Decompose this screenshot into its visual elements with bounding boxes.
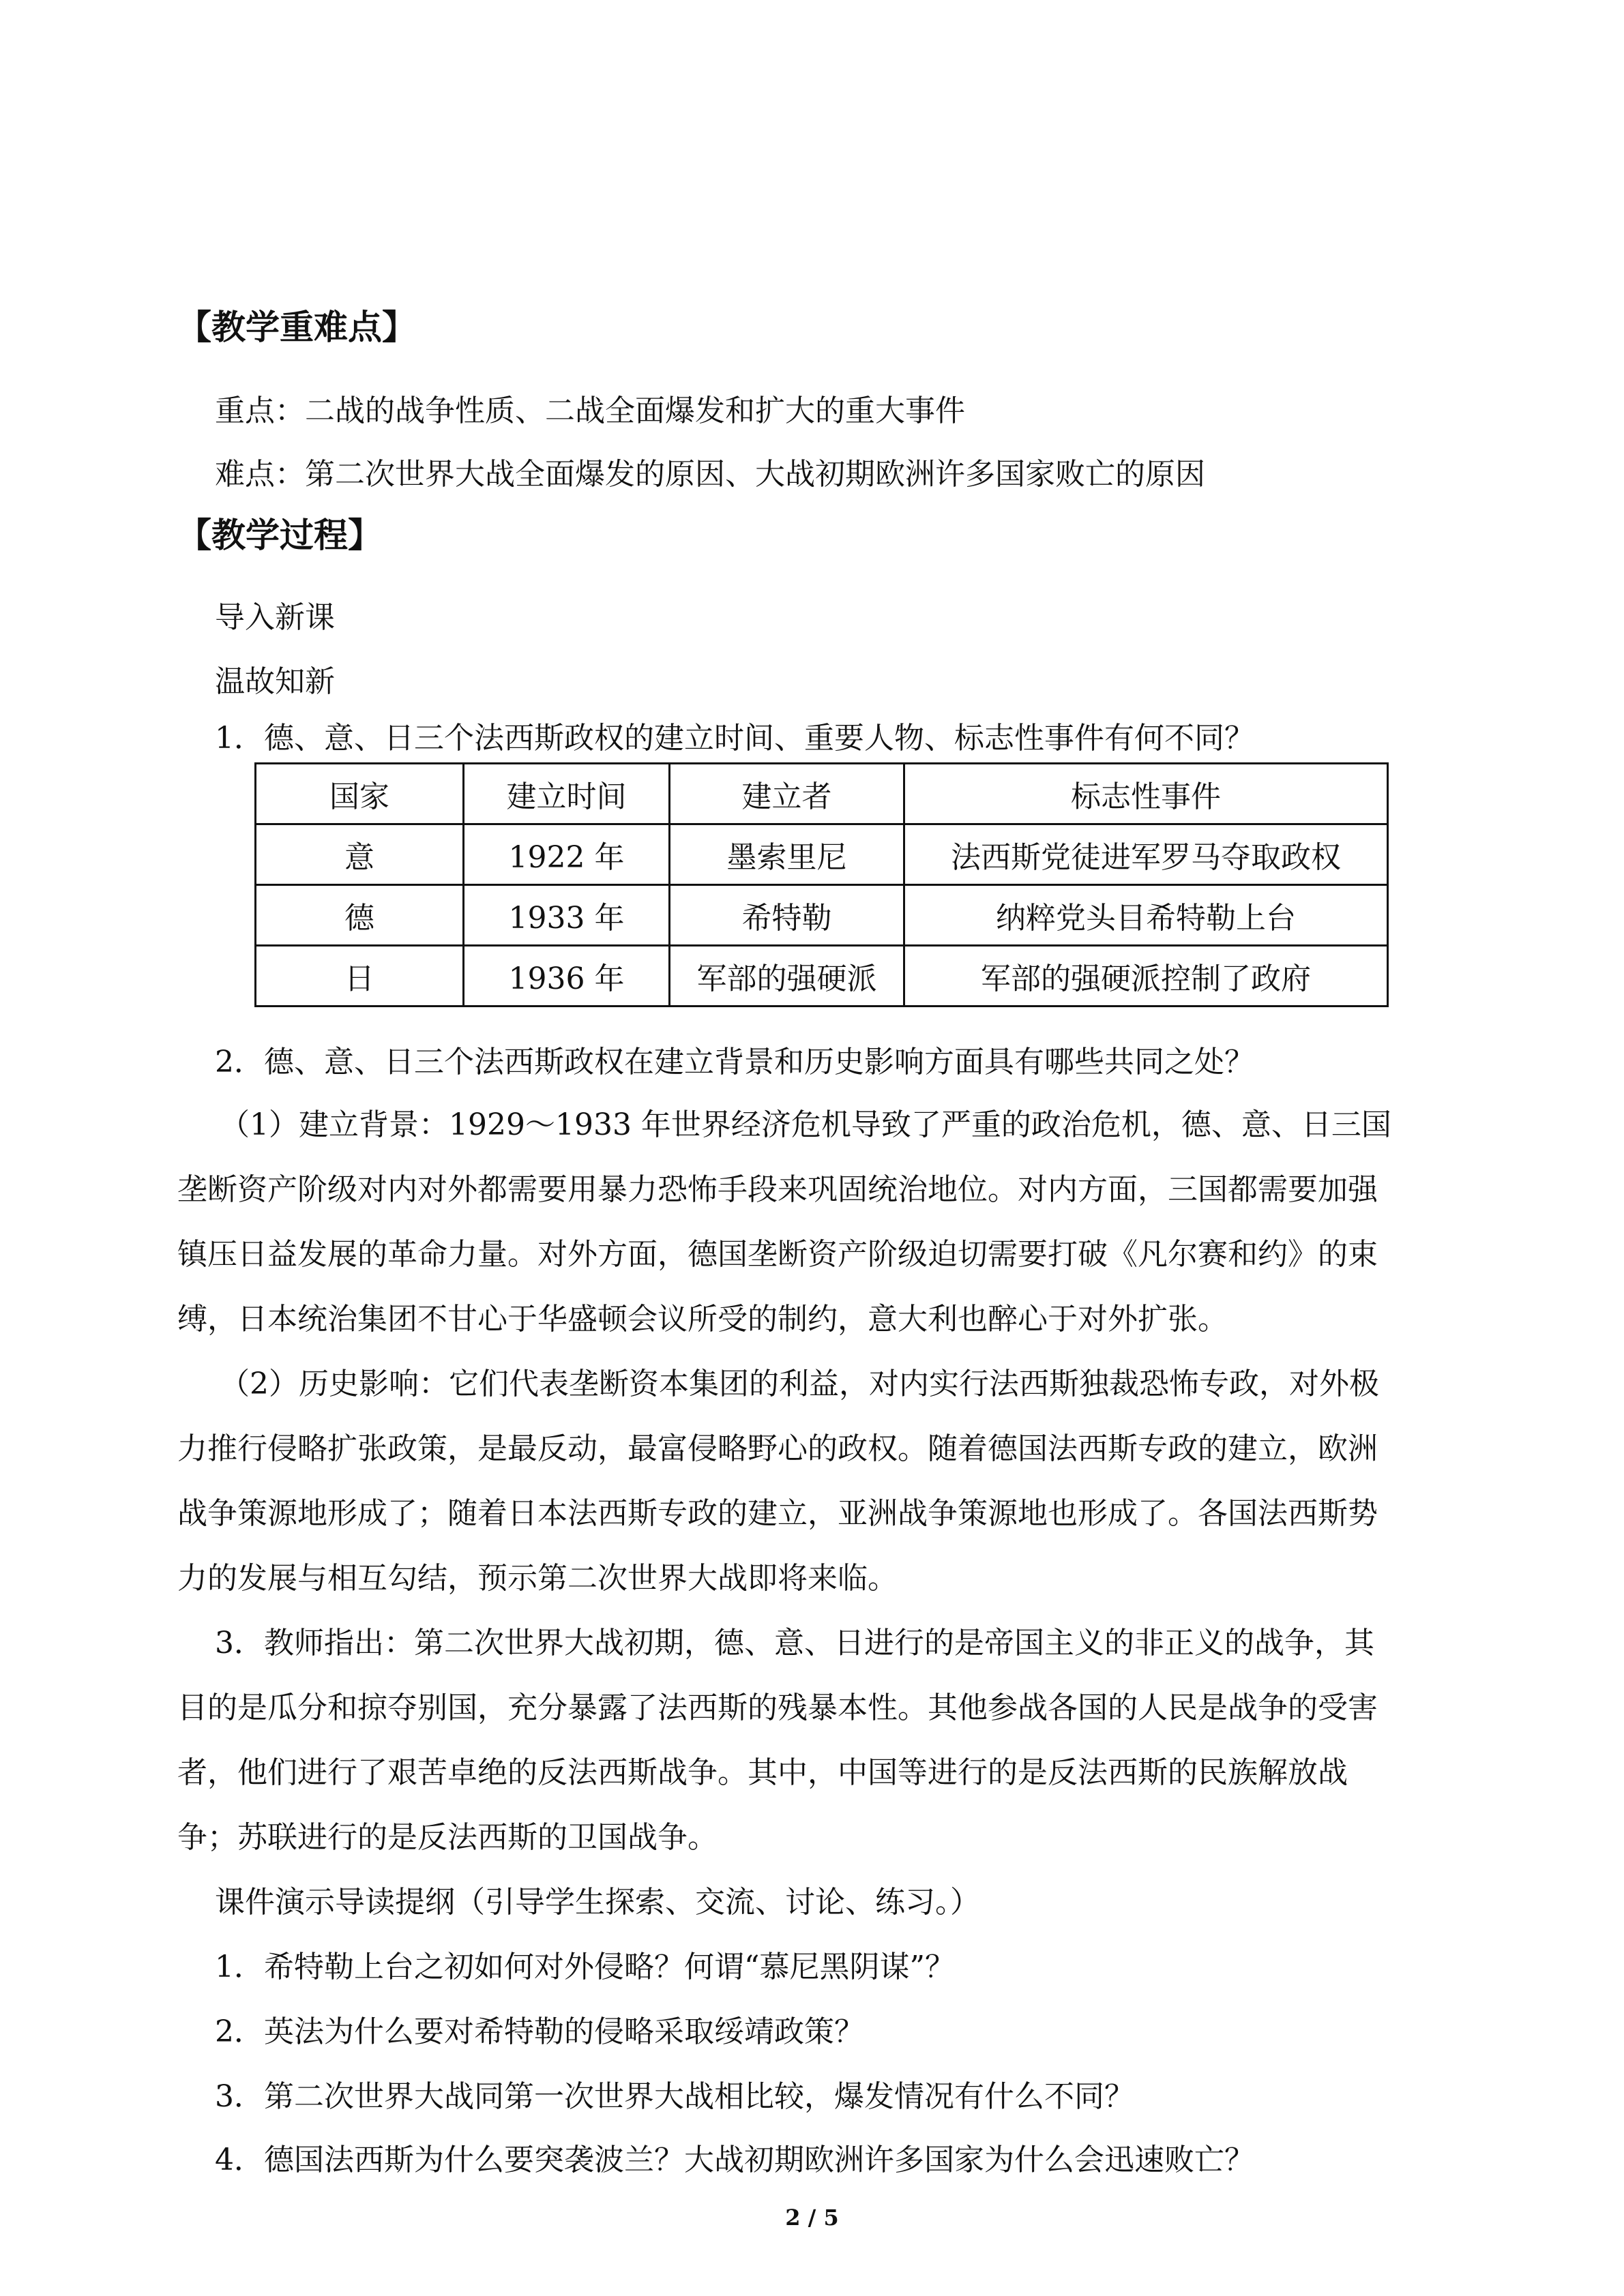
- teacher-line: 目的是瓜分和掠夺别国，充分暴露了法西斯的残暴本性。其他参战各国的人民是战争的受害: [177, 1690, 1378, 1725]
- table-cell: 墨索里尼: [670, 824, 904, 885]
- table-header-row: [256, 764, 1388, 824]
- background-line: 垄断资产阶级对内对外都需要用暴力恐怖手段来巩固统治地位。对内方面，三国都需要加强: [177, 1172, 1378, 1207]
- teacher-line: 者，他们进行了艰苦卓绝的反法西斯战争。其中，中国等进行的是反法西斯的民族解放战: [177, 1755, 1348, 1790]
- fascist-regimes-table: [254, 762, 1389, 1007]
- table-cell: 1936 年: [464, 946, 670, 1007]
- influence-line: 战争策源地形成了；随着日本法西斯专政的建立，亚洲战争策源地也形成了。各国法西斯势: [177, 1496, 1378, 1531]
- teacher-line: 3．教师指出：第二次世界大战初期，德、意、日进行的是帝国主义的非正义的战争，其: [215, 1626, 1374, 1660]
- influence-line: （2）历史影响：它们代表垄断资本集团的利益，对内实行法西斯独裁恐怖专政，对外极: [220, 1367, 1379, 1401]
- difficulty-line: 难点：第二次世界大战全面爆发的原因、大战初期欧洲许多国家败亡的原因: [215, 457, 1205, 492]
- table-header-cell: 建立者: [670, 764, 904, 824]
- table-header-cell: 标志性事件: [904, 764, 1388, 824]
- review-line: 温故知新: [215, 664, 335, 699]
- table-cell: 希特勒: [670, 885, 904, 946]
- outline-item: 3．第二次世界大战同第一次世界大战相比较，爆发情况有什么不同？: [215, 2079, 1134, 2114]
- table-cell: 1922 年: [464, 824, 670, 885]
- outline-item: 4．德国法西斯为什么要突袭波兰？大战初期欧洲许多国家为什么会迅速败亡？: [215, 2143, 1254, 2177]
- table-cell: 意: [256, 824, 464, 885]
- table-cell: 军部的强硬派: [670, 946, 904, 1007]
- table-cell: 军部的强硬派控制了政府: [904, 946, 1388, 1007]
- background-line: （1）建立背景：1929～1933 年世界经济危机导致了严重的政治危机，德、意、日三国: [220, 1107, 1391, 1142]
- table-row: [256, 946, 1388, 1007]
- table-row: [256, 885, 1388, 946]
- teacher-line: 争；苏联进行的是反法西斯的卫国战争。: [177, 1820, 718, 1855]
- heading-key-points: 【教学重难点】: [177, 308, 416, 347]
- table-cell: 1933 年: [464, 885, 670, 946]
- influence-line: 力的发展与相互勾结，预示第二次世界大战即将来临。: [177, 1561, 898, 1596]
- outline-item: 2．英法为什么要对希特勒的侵略采取绥靖政策？: [215, 2014, 864, 2049]
- table-header-cell: 建立时间: [464, 764, 670, 824]
- outline-title: 课件演示导读提纲（引导学生探索、交流、讨论、练习。）: [215, 1885, 980, 1920]
- table-row: [256, 824, 1388, 885]
- focus-line: 重点：二战的战争性质、二战全面爆发和扩大的重大事件: [215, 393, 965, 428]
- heading-process: 【教学过程】: [177, 516, 382, 555]
- background-line: 缚，日本统治集团不甘心于华盛顿会议所受的制约，意大利也醉心于对外扩张。: [177, 1302, 1228, 1337]
- table-cell: 日: [256, 946, 464, 1007]
- new-lesson-line: 导入新课: [215, 600, 335, 635]
- table-cell: 纳粹党头目希特勒上台: [904, 885, 1388, 946]
- page-number: 2 / 5: [785, 2205, 839, 2231]
- table-cell: 法西斯党徒进军罗马夺取政权: [904, 824, 1388, 885]
- outline-item: 1．希特勒上台之初如何对外侵略？何谓“慕尼黑阴谋”？: [215, 1950, 955, 1984]
- background-line: 镇压日益发展的革命力量。对外方面，德国垄断资产阶级迫切需要打破《凡尔赛和约》的束: [177, 1237, 1378, 1272]
- question-2: 2．德、意、日三个法西斯政权在建立背景和历史影响方面具有哪些共同之处？: [215, 1045, 1254, 1079]
- influence-line: 力推行侵略扩张政策，是最反动，最富侵略野心的政权。随着德国法西斯专政的建立，欧洲: [177, 1431, 1378, 1466]
- question-1: 1．德、意、日三个法西斯政权的建立时间、重要人物、标志性事件有何不同？: [215, 721, 1254, 756]
- table-header-cell: 国家: [256, 764, 464, 824]
- table-cell: 德: [256, 885, 464, 946]
